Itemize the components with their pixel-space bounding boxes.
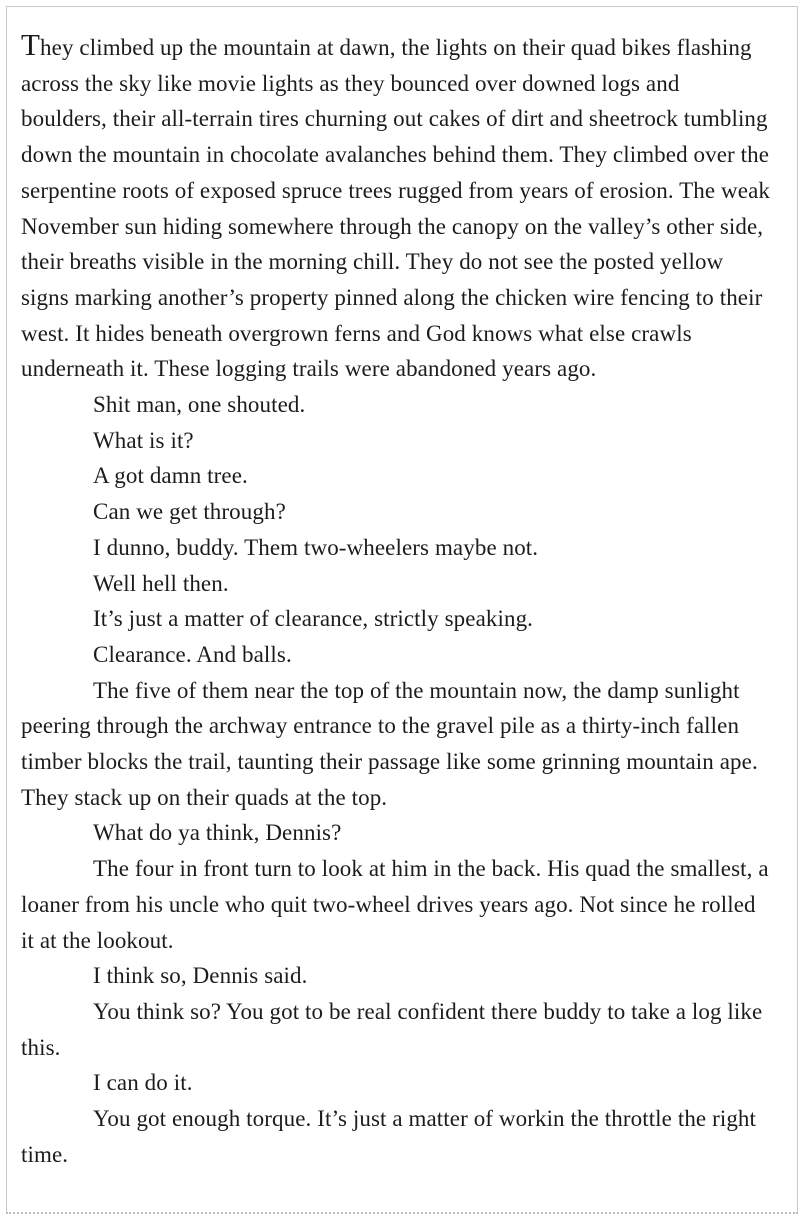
dialogue-line: What do ya think, Dennis? [93, 820, 342, 846]
page-break-divider [6, 1212, 798, 1216]
dialogue-line: I dunno, buddy. Them two-wheelers maybe not. [93, 534, 539, 560]
dialogue-line: You think so? You got to be real confident there buddy to take a log like this. [21, 998, 763, 1060]
dialogue-line: Shit man, one shouted. [93, 392, 306, 418]
story-text [21, 27, 771, 1173]
page-frame [6, 6, 798, 1212]
dialogue-line: I can do it. [93, 1070, 193, 1096]
dialogue-line: You got enough torque. It’s just a matter of workin the throttle the right time. [21, 1106, 757, 1167]
narrative-paragraph: The four in front turn to look at him in the back. His quad the smallest, a loaner from his uncle who quit two-wheel drives years ago. Not since he rolled it at the lookout. [21, 856, 769, 953]
paragraph-opening: They climbed up the mountain at dawn, the lights on their quad bikes flashing across the sky like movie lights as they bounced over downed logs and boulders, their all-terrain tires churning out cakes of dirt and sheetrock tumbling down the mountain in chocolate avalanches behind them. They climbed over the serpentine roots of exposed spruce trees rugged from years of erosion. The weak November sun hiding somewhere through the canopy on the valley’s other side, their breaths visible in the morning chill. They do not see the posted yellow signs marking another’s property pinned along the chicken wire fencing to their west. It hides beneath overgrown ferns and God knows what else crawls underneath it. These logging trails were abandoned years ago. [21, 27, 770, 382]
narrative-paragraph: The five of them near the top of the mountain now, the damp sunlight peering through the archway entrance to the gravel pile as a thirty-inch fallen timber blocks the trail, taunting their passage like some grinning mountain ape. They stack up on their quads at the top. [21, 677, 758, 810]
dialogue-line: Well hell then. [93, 570, 229, 596]
dialogue-line: I think so, Dennis said. [93, 963, 308, 989]
dialogue-line: A got damn tree. [93, 463, 248, 489]
dialogue-line: What is it? [93, 427, 194, 453]
dialogue-line: Can we get through? [93, 499, 286, 525]
dialogue-line: It’s just a matter of clearance, strictly speaking. [93, 606, 534, 632]
dialogue-line: Clearance. And balls. [93, 641, 292, 667]
